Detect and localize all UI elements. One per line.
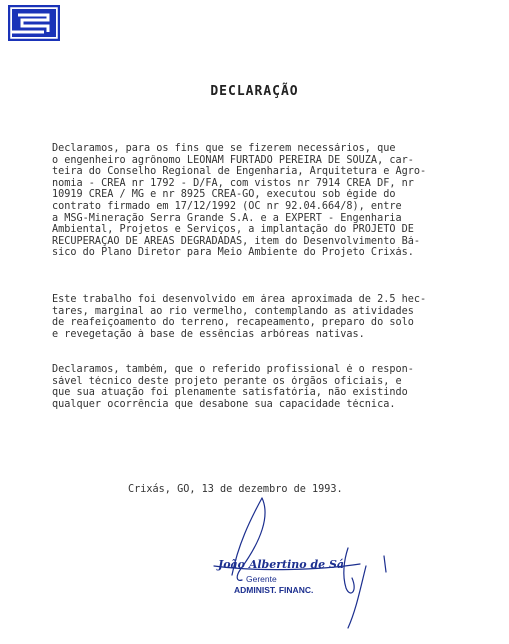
- text-line: Declaramos, para os fins que se fizerem necessários, que: [52, 143, 396, 154]
- date-line: Crixás, GO, 13 de dezembro de 1993.: [128, 484, 343, 495]
- text-line: de reafeiçoamento do terreno, recapeamento, preparo do solo: [52, 317, 414, 329]
- text-line: o engenheiro agrônomo LEONAM FURTADO PEREIRA DE SOUZA, car-: [52, 154, 414, 166]
- text-line: Este trabalho foi desenvolvido em área aproximada de 2.5 hec-: [52, 294, 427, 305]
- text-line: Ambiental, Projetos e Serviços, a implantação do PROJETO DE: [52, 224, 414, 236]
- text-line: RECUPERAÇÃO DE ÁREAS DEGRADADAS, item do Desenvolvimento Bá-: [52, 235, 421, 247]
- text-line: a MSG-Mineração Serra Grande S.A. e a EXPERT - Engenharia: [52, 212, 402, 224]
- signatory-department: ADMINIST. FINANC.: [234, 585, 314, 595]
- document-title: DECLARAÇÃO: [210, 84, 299, 99]
- text-line: qualquer ocorrência que desabone sua capacidade técnica.: [52, 398, 396, 410]
- text-line: contrato firmado em 17/12/1992 (OC nr 92.04.664/8), entre: [52, 200, 402, 212]
- signatory-role: Gerente: [246, 574, 277, 584]
- text-line: 10919 CREA / MG e nr 8925 CREA-GO, executou sob égide do: [52, 189, 396, 201]
- text-line: sico do Plano Diretor para Meio Ambiente do Projeto Crixás.: [52, 247, 414, 259]
- text-line: nomia - CREA nr 1792 - D/FA, com vistos nr 7914 CREA DF, nr: [52, 177, 414, 189]
- text-line: teira do Conselho Regional de Engenharia, Arquitetura e Agro-: [52, 166, 427, 178]
- signatory-name: João Albertino de Sá: [218, 558, 345, 571]
- text-line: sável técnico deste projeto perante os órgãos oficiais, e: [52, 375, 402, 387]
- text-line: Declaramos, também, que o referido profissional é o respon-: [52, 364, 414, 375]
- text-line: tares, marginal ao rio vermelho, contemplando as atividades: [52, 305, 414, 317]
- text-line: que sua atuação foi plenamente satisfatória, não existindo: [52, 387, 408, 399]
- text-line: e revegetação à base de essências arbóreas nativas.: [52, 328, 365, 340]
